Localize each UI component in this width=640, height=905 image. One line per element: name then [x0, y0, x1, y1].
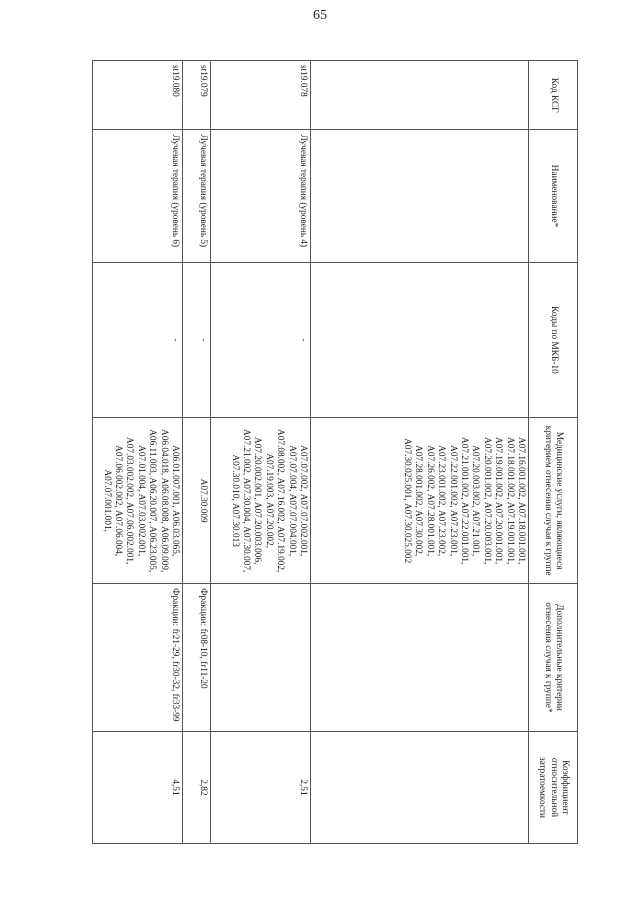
cell-criteria	[211, 584, 311, 732]
cell-name: Лучевая терапия (уровень 4)	[211, 130, 311, 262]
cell-name: Лучевая терапия (уровень 6)	[93, 130, 183, 262]
table-row	[93, 61, 183, 844]
cell-code	[311, 61, 529, 130]
table-row	[311, 61, 529, 844]
cell-services: А06.01.007.001, А06.03.065, А06.04.018, А06.08.008, А06.09.009, А06.11.003, А06.20.007, А06.23.005, А07.01.004, А07.03.002.001, А07.03.002.002, А07.06.002.001, А07.06.002.002, А07.06.004, А07.07.001.001,	[93, 418, 183, 584]
cell-criteria: Фракции: fr08-10, fr11-20	[183, 584, 211, 732]
table-row	[183, 61, 211, 844]
header-name: Наименование*	[529, 130, 578, 262]
rotated-table-container	[96, 60, 578, 844]
table-row	[211, 61, 311, 844]
page-number: 65	[313, 8, 327, 23]
cell-name: Лучевая терапия (уровень 5)	[183, 130, 211, 262]
cell-services: А07.07.002, А07.07.002.001, А07.07.004, А07.07.004.001, А07.08.002, А07.16.002, А07.19.002, А07.19.003, А07.20.002, А07.20.002.001, А07.20.003.006, А07.21.002, А07.30.004, А07.30.007, А07.30.010, А07.30.013	[211, 418, 311, 584]
cell-coef	[311, 731, 529, 843]
cell-coef: 2,51	[211, 731, 311, 843]
header-criteria: Дополнительные критерии отнесения случая к группе*	[529, 584, 578, 732]
cell-services: А07.30.009	[183, 418, 211, 584]
cell-mkb: -	[183, 262, 211, 418]
cell-coef: 4,51	[93, 731, 183, 843]
cell-code: st19.078	[211, 61, 311, 130]
header-mkb: Коды по МКБ-10	[529, 262, 578, 418]
cell-mkb	[311, 262, 529, 418]
header-code: Код КСГ	[529, 61, 578, 130]
ksg-table	[92, 60, 578, 844]
cell-code: st19.080	[93, 61, 183, 130]
cell-code: st19.079	[183, 61, 211, 130]
cell-criteria: Фракции: fr21-29, fr30-32, fr33-99	[93, 584, 183, 732]
cell-services: А07.16.001.002, А07.18.001.001, А07.18.001.002, А07.19.001.001, А07.19.001.002, А07.20.001.001, А07.20.001.002, А07.20.003.001, А07.20.003.002, А07.21.001, А07.21.001.002, А07.22.001.001, А07.22.001.002, А07.23.001, А07.23.001.002, А07.23.002, А07.26.002, А07.28.001.001, А07.28.001.002, А07.30.002, А07.30.025.001, А07.30.025.002	[311, 418, 529, 584]
header-coef: Коэффициент относительной затратоемкости	[529, 731, 578, 843]
table-header-row	[529, 61, 578, 844]
cell-mkb: -	[211, 262, 311, 418]
cell-name	[311, 130, 529, 262]
cell-criteria	[311, 584, 529, 732]
header-services: Медицинские услуги, являющиеся критерием отнесения случая к группе	[529, 418, 578, 584]
cell-mkb: -	[93, 262, 183, 418]
cell-coef: 2,82	[183, 731, 211, 843]
